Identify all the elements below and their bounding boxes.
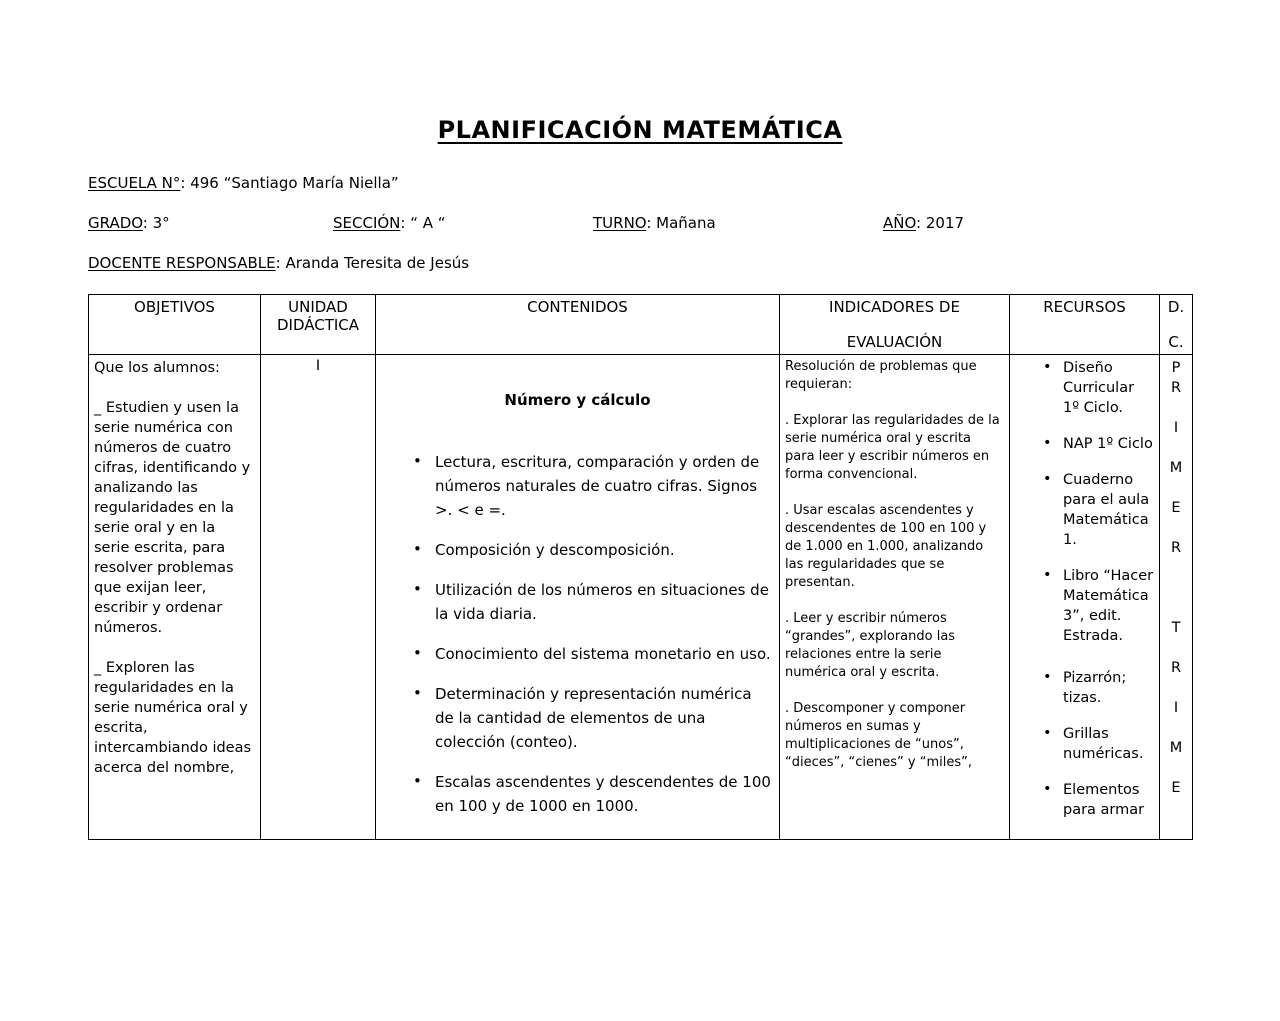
spacer	[94, 378, 255, 398]
spacer	[1165, 758, 1187, 778]
list-item: • Utilización de los números en situaciones de la vida diaria.	[413, 578, 774, 626]
dc-letter: R	[1170, 540, 1182, 556]
dc-letter: E	[1171, 780, 1181, 796]
cell-objetivos	[89, 355, 261, 840]
teacher-line	[88, 254, 1192, 272]
grade-label: GRADO	[88, 214, 143, 232]
document-meta	[88, 174, 1192, 272]
dc-letter: M	[1169, 740, 1183, 756]
list-item: • NAP 1º Ciclo	[1043, 434, 1154, 454]
teacher-value: : Aranda Teresita de Jesús	[275, 254, 470, 272]
shift-label: TURNO	[593, 214, 647, 232]
table-body	[89, 355, 1193, 840]
header-recursos: RECURSOS	[1010, 295, 1160, 355]
spacer	[1165, 638, 1187, 658]
grade-value: : 3°	[142, 214, 170, 232]
section-field	[333, 214, 593, 232]
dc-letter: P	[1171, 360, 1181, 376]
spacer	[1165, 438, 1187, 458]
cell-indicadores	[780, 355, 1010, 840]
table-header-row	[89, 295, 1193, 355]
recursos-list	[1015, 358, 1154, 820]
shift-value: : Mañana	[646, 214, 716, 232]
header-unidad-line1: UNIDAD	[288, 298, 348, 316]
list-item: • Cuaderno para el aula Matemática 1.	[1043, 470, 1154, 550]
dc-letter: R	[1170, 660, 1182, 676]
header-dc	[1160, 295, 1193, 355]
list-item: • Determinación y representación numérica de la cantidad de elementos de una colección (conteo).	[413, 682, 774, 754]
header-dc-line2: C.	[1168, 333, 1184, 351]
cell-dc	[1160, 355, 1193, 840]
list-item: • Lectura, escritura, comparación y orden de números naturales de cuatro cifras. Signos >. < e =.	[413, 450, 774, 522]
table-header	[89, 295, 1193, 355]
spacer	[785, 394, 1004, 412]
header-indicadores	[780, 295, 1010, 355]
grade-field	[88, 214, 333, 232]
spacer	[94, 638, 255, 658]
list-item: • Escalas ascendentes y descendentes de 100 en 100 y de 1000 en 1000.	[413, 770, 774, 818]
dc-letter: I	[1173, 420, 1179, 436]
indicador-item: . Leer y escribir números “grandes”, explorando las relaciones entre la serie numérica oral y escrita.	[785, 611, 956, 680]
dc-letter: I	[1173, 700, 1179, 716]
header-unidad-line2: DIDÁCTICA	[276, 316, 360, 334]
school-value: : 496 “Santiago María Niella”	[180, 174, 399, 192]
class-info-line	[88, 214, 1192, 232]
spacer	[785, 484, 1004, 502]
spacer	[1165, 398, 1187, 418]
indicador-item: . Usar escalas ascendentes y descendentes de 100 en 100 y de 1.000 en 1.000, analizando las regularidades que se presentan.	[785, 503, 987, 590]
document-page	[0, 116, 1280, 1021]
spacer	[1165, 518, 1187, 538]
objetivos-intro: Que los alumnos:	[94, 360, 220, 376]
spacer	[1165, 718, 1187, 738]
list-item: • Libro “Hacer Matemática 3”, edit. Estrada.	[1043, 566, 1154, 646]
spacer	[1165, 558, 1187, 598]
header-objetivos: OBJETIVOS	[89, 295, 261, 355]
list-item: • Diseño Curricular 1º Ciclo.	[1043, 358, 1154, 418]
spacer	[1165, 478, 1187, 498]
contenidos-title: Número y cálculo	[504, 391, 651, 409]
school-label: ESCUELA N°	[88, 174, 181, 192]
year-field	[883, 214, 1083, 232]
spacer	[1165, 598, 1187, 618]
list-item: • Pizarrón; tizas.	[1043, 668, 1154, 708]
indicador-item: . Descomponer y componer números en sumas y multiplicaciones de “unos”, “dieces”, “cienes” y “miles”,	[785, 701, 972, 770]
header-indicadores-line1: INDICADORES DE	[829, 298, 960, 316]
shift-field	[593, 214, 883, 232]
year-value: : 2017	[916, 214, 965, 232]
table-row	[89, 355, 1193, 840]
header-dc-line1: D.	[1167, 298, 1185, 316]
indicadores-intro: Resolución de problemas que requieran:	[785, 359, 977, 392]
spacer	[1165, 678, 1187, 698]
cell-contenidos	[376, 355, 780, 840]
list-item: • Grillas numéricas.	[1043, 724, 1154, 764]
header-indicadores-line2: EVALUACIÓN	[846, 333, 943, 351]
indicador-item: . Explorar las regularidades de la serie numérica oral y escrita para leer y escribir números en forma convencional.	[785, 413, 1000, 482]
year-label: AÑO	[883, 214, 917, 232]
spacer	[785, 682, 1004, 700]
section-value: : “ A “	[400, 214, 446, 232]
section-label: SECCIÓN	[333, 214, 401, 232]
header-unidad-didactica	[261, 295, 376, 355]
page-title: PLANIFICACIÓN MATEMÁTICA	[437, 116, 843, 144]
dc-letter: T	[1171, 620, 1181, 636]
list-item: • Composición y descomposición.	[413, 538, 774, 562]
objetivo-item: _ Exploren las regularidades en la serie numérica oral y escrita, intercambiando ideas acerca del nombre,	[94, 660, 252, 776]
contenidos-list	[381, 450, 774, 818]
list-item: • Conocimiento del sistema monetario en uso.	[413, 642, 774, 666]
dc-letter: E	[1171, 500, 1181, 516]
header-contenidos: CONTENIDOS	[376, 295, 780, 355]
planning-table	[88, 294, 1193, 840]
list-item: • Elementos para armar	[1043, 780, 1154, 820]
spacer	[785, 592, 1004, 610]
school-line	[88, 174, 1192, 192]
dc-letter: R	[1170, 380, 1182, 396]
cell-unidad-didactica: I	[261, 355, 376, 840]
objetivo-item: _ Estudien y usen la serie numérica con números de cuatro cifras, identificando y analizando las regularidades en la serie oral y en la serie escrita, para resolver problemas que exijan leer, escribir y ordenar números.	[94, 400, 251, 636]
dc-letter: M	[1169, 460, 1183, 476]
teacher-label: DOCENTE RESPONSABLE	[88, 254, 276, 272]
cell-recursos	[1010, 355, 1160, 840]
